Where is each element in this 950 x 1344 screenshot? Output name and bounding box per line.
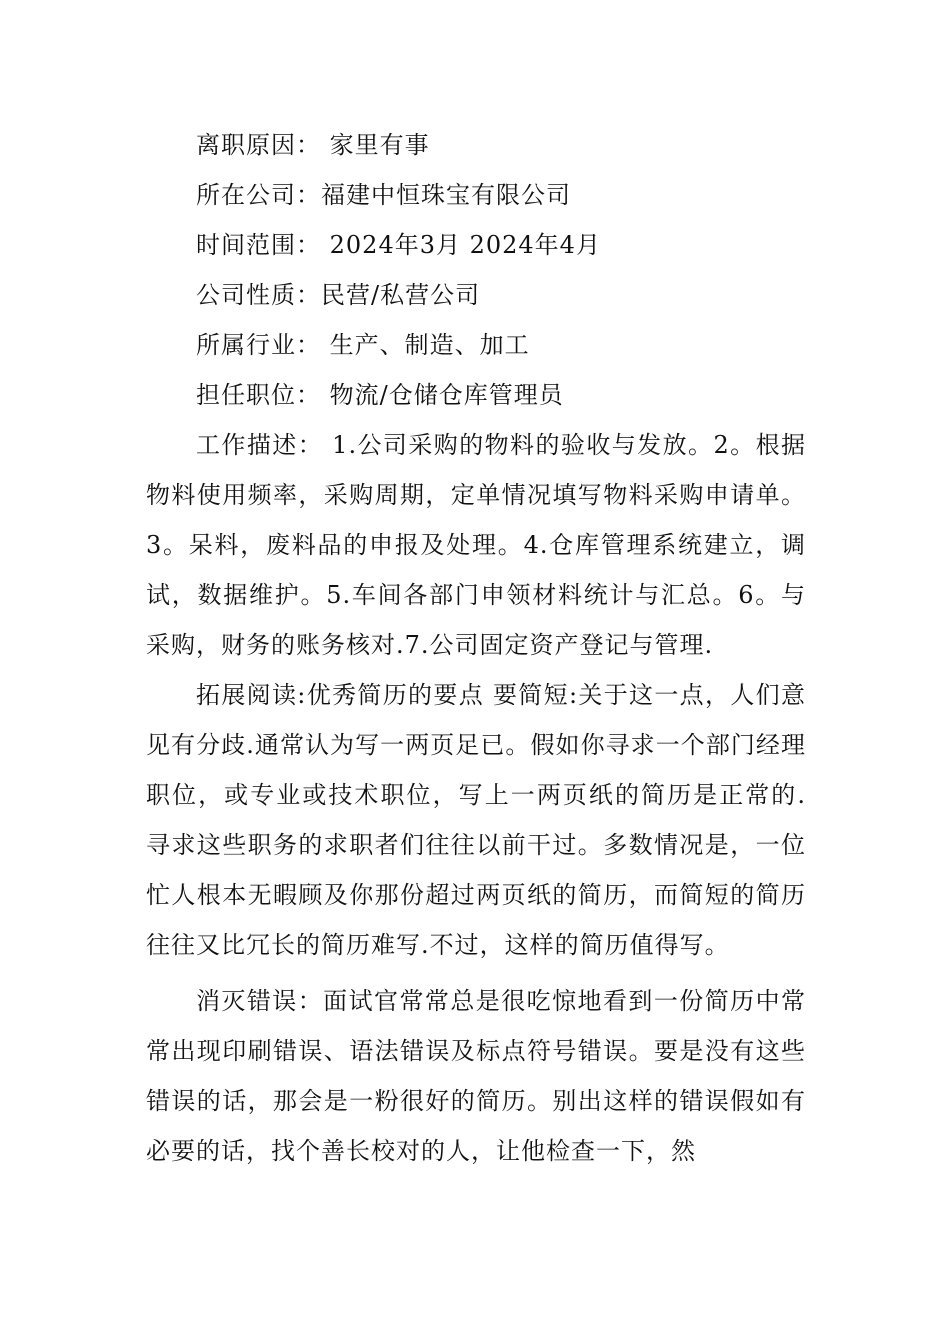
work-description-paragraph: 工作描述： 1.公司采购的物料的验收与发放。2。根据物料使用频率，采购周期，定单情况填写物料采购申请单。3。呆料，废料品的申报及处理。4.仓库管理系统建立，调试，数据维护。5.车间各部门申领材料统计与汇总。6。与采购，财务的账务核对.7.公司固定资产登记与管理. — [146, 431, 806, 659]
field-value: 福建中恒珠宝有限公司 — [321, 181, 571, 209]
field-value: 2024年3月 2024年4月 — [321, 231, 601, 259]
field-position — [146, 370, 806, 420]
field-company-type — [146, 270, 806, 320]
document-body — [146, 120, 806, 1176]
eliminate-errors-paragraph: 消灭错误：面试官常常总是很吃惊地看到一份简历中常常出现印刷错误、语法错误及标点符号错误。要是没有这些错误的话，那会是一粉很好的简历。别出这样的错误假如有必要的话，找个善长校对的人，让他检查一下，然 — [146, 987, 806, 1165]
field-time-range — [146, 220, 806, 270]
field-value: 家里有事 — [321, 131, 430, 159]
field-label: 离职原因： — [196, 131, 321, 159]
field-company — [146, 170, 806, 220]
field-label: 时间范围： — [196, 231, 321, 259]
field-value: 生产、制造、加工 — [321, 331, 530, 359]
field-leave-reason — [146, 120, 806, 170]
field-industry — [146, 320, 806, 370]
field-label: 公司性质： — [196, 281, 321, 309]
field-label: 担任职位： — [196, 381, 321, 409]
field-value: 物流/仓储仓库管理员 — [321, 381, 564, 409]
field-label: 所在公司： — [196, 181, 321, 209]
field-value: 民营/私营公司 — [321, 281, 481, 309]
field-label: 所属行业： — [196, 331, 321, 359]
extended-reading-paragraph: 拓展阅读:优秀简历的要点 要简短:关于这一点，人们意见有分歧.通常认为写一两页足已。假如你寻求一个部门经理职位，或专业或技术职位，写上一两页纸的简历是正常的. 寻求这些职务的求职者们往往以前干过。多数情况是，一位忙人根本无暇顾及你那份超过两页纸的简历，而简短的简历往往又比冗长的简历难写.不过，这样的简历值得写。 — [146, 681, 806, 959]
